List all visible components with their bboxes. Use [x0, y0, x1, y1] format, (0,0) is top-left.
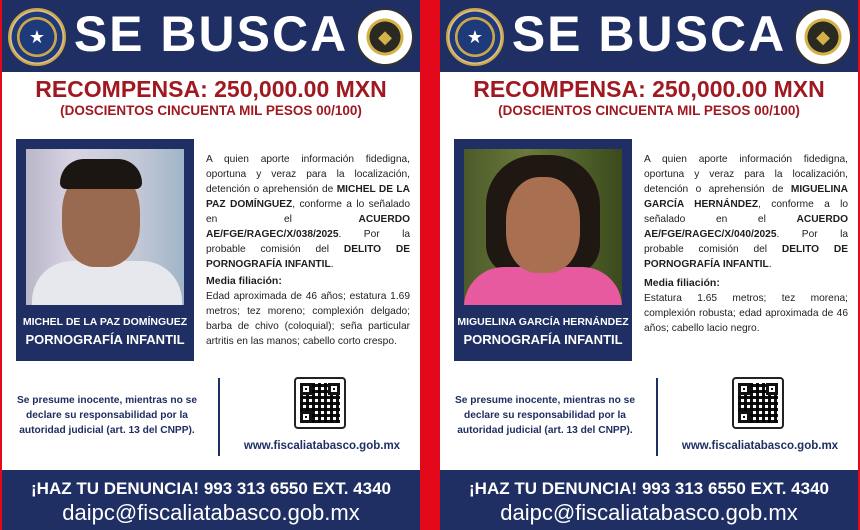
qr-code-icon[interactable]	[294, 377, 346, 429]
suspect-photo-card	[454, 139, 632, 361]
reward-in-words: (DOSCIENTOS CINCUENTA MIL PESOS 00/100)	[60, 103, 362, 118]
poster-header	[440, 0, 858, 72]
divider	[218, 378, 220, 456]
media-filiacion-heading: Media filiación:	[644, 277, 720, 289]
crime-name: DELITO DE PORNOGRAFÍA INFANTIL	[206, 244, 411, 270]
suspect-photo	[464, 149, 622, 305]
qr-code-icon[interactable]	[732, 377, 784, 429]
suspect-photo	[26, 149, 184, 305]
media-filiacion-text: Estatura 1.65 metros; tez morena; complexión robusta; edad aproximada de 46 años; cabello lacio negro.	[644, 293, 848, 334]
report-phone: ¡HAZ TU DENUNCIA! 993 313 6550 EXT. 4340	[469, 479, 829, 498]
agreement-number: ACUERDO AE/FGE/RAGEC/X/038/2025	[206, 214, 410, 240]
poster-header	[2, 0, 420, 72]
agreement-number: ACUERDO AE/FGE/RAGEC/X/040/2025	[644, 214, 848, 240]
reward-description: A quien aporte información fidedigna, oportuna y veraz para la localización, detención o aprehensión de MIGUELINA GARCÍA HERNÁNDEZ, conforme a lo señalado en el ACUERDO AE/FGE/RAGEC/X/040/2025. Por la probable comisión del DELITO DE PORNOGRAFÍA INFANTIL.	[644, 154, 849, 270]
website-link[interactable]: www.fiscaliatabasco.gob.mx	[681, 440, 839, 452]
suspect-name-caption: MIGUELINA GARCÍA HERNÁNDEZ	[457, 316, 629, 328]
report-phone: ¡HAZ TU DENUNCIA! 993 313 6550 EXT. 4340	[31, 479, 391, 498]
divider	[656, 378, 658, 456]
poster-title: SE BUSCA	[511, 6, 787, 62]
poster-footer	[2, 470, 420, 530]
report-email[interactable]: daipc@fiscaliatabasco.gob.mx	[62, 500, 360, 525]
poster-footer	[440, 470, 858, 530]
reward-in-words: (DOSCIENTOS CINCUENTA MIL PESOS 00/100)	[498, 103, 800, 118]
presumption-notice: Se presume inocente, mientras no se declare su responsabilidad por la autoridad judicial (art. 13 del CNPP).	[16, 395, 198, 436]
suspect-name-caption: MICHEL DE LA PAZ DOMÍNGUEZ	[22, 316, 188, 328]
wanted-poster-1	[2, 0, 420, 530]
fiscalia-seal-icon: ★	[8, 8, 66, 66]
media-filiacion-text: Edad aproximada de 46 años; estatura 1.69 metros; tez moreno; complexión delgado; barba de chivo (coloquial); seña particular artritis en las manos; cabello corto crespo.	[206, 291, 410, 347]
fiscalia-seal-icon: ★	[446, 8, 504, 66]
wanted-poster-2	[440, 0, 858, 530]
reward-amount: RECOMPENSA: 250,000.00 MXN	[473, 76, 825, 102]
poster-title: SE BUSCA	[73, 6, 349, 62]
website-link[interactable]: www.fiscaliatabasco.gob.mx	[243, 440, 401, 452]
suspect-photo-card	[16, 139, 194, 361]
crime-name: DELITO DE PORNOGRAFÍA INFANTIL	[644, 244, 849, 270]
presumption-notice: Se presume inocente, mientras no se declare su responsabilidad por la autoridad judicial (art. 13 del CNPP).	[454, 395, 636, 436]
policia-investigacion-seal-icon: ◆	[794, 8, 852, 66]
reward-amount: RECOMPENSA: 250,000.00 MXN	[35, 76, 387, 102]
suspect-name: MIGUELINA GARCÍA HERNÁNDEZ	[644, 184, 848, 210]
crime-caption: PORNOGRAFÍA INFANTIL	[25, 332, 185, 347]
policia-investigacion-seal-icon: ◆	[356, 8, 414, 66]
reward-description: A quien aporte información fidedigna, oportuna y veraz para la localización, detención o aprehensión de MICHEL DE LA PAZ DOMÍNGUEZ, conforme a lo señalado en el ACUERDO AE/FGE/RAGEC/X/038/2025. Por la probable comisión del DELITO DE PORNOGRAFÍA INFANTIL.	[206, 154, 411, 270]
report-email[interactable]: daipc@fiscaliatabasco.gob.mx	[500, 500, 798, 525]
media-filiacion-heading: Media filiación:	[206, 275, 282, 287]
crime-caption: PORNOGRAFÍA INFANTIL	[463, 332, 623, 347]
suspect-name: MICHEL DE LA PAZ DOMÍNGUEZ	[206, 184, 410, 210]
